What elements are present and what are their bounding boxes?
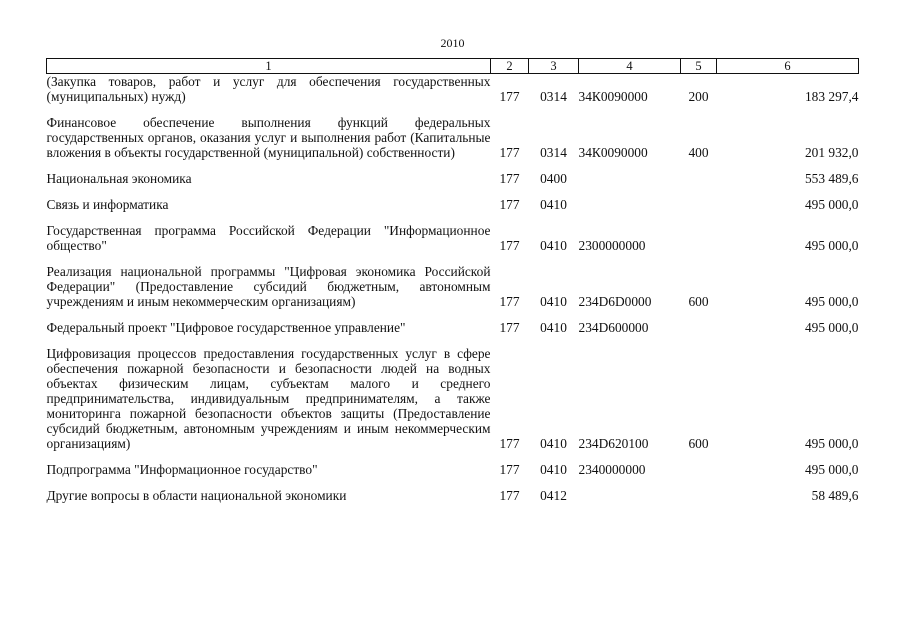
row-admin-code: 177: [499, 197, 520, 212]
row-name: Финансовое обеспечение выполнения функций федеральных государственных органов, оказания услуг и выполнения работ (Капитальные вложения в объекты государственной (муниципальной) собственности): [46, 115, 491, 160]
row-section-code: 0410: [540, 197, 567, 212]
row-target-code: [579, 488, 681, 503]
row-expense-type: [681, 223, 717, 253]
row-sum: 201 932,0: [804, 145, 859, 160]
column-header: 4: [579, 59, 681, 74]
column-header: 5: [681, 59, 717, 74]
row-name: Государственная программа Российской Федерации "Информационное общество": [46, 223, 491, 253]
row-name: Связь и информатика: [46, 197, 169, 212]
row-section-code: 0410: [540, 436, 567, 451]
table-row: [47, 462, 859, 477]
row-target-code: 234D600000: [578, 320, 649, 335]
row-name: (Закупка товаров, работ и услуг для обеспечения государственных (муниципальных) нужд): [46, 74, 491, 104]
row-admin-code: 177: [499, 145, 520, 160]
row-section-code: 0400: [540, 171, 567, 186]
row-target-code: 2300000000: [578, 238, 646, 253]
row-admin-code: 177: [499, 462, 520, 477]
row-admin-code: 177: [499, 238, 520, 253]
table-row: [47, 115, 859, 160]
column-header: 2: [491, 59, 529, 74]
row-admin-code: 177: [499, 488, 520, 503]
row-expense-type: 600: [688, 436, 709, 451]
row-section-code: 0410: [540, 238, 567, 253]
row-target-code: [579, 171, 681, 186]
row-sum: 495 000,0: [804, 197, 859, 212]
row-admin-code: 177: [499, 171, 520, 186]
table-row: [47, 320, 859, 335]
row-expense-type: [681, 462, 717, 477]
row-admin-code: 177: [499, 320, 520, 335]
row-sum: 495 000,0: [804, 238, 859, 253]
row-expense-type: [681, 320, 717, 335]
row-admin-code: 177: [499, 89, 520, 104]
table-row: [47, 264, 859, 309]
table-row: [47, 74, 859, 105]
column-header: 6: [717, 59, 859, 74]
row-name: Национальная экономика: [46, 171, 192, 186]
row-section-code: 0410: [540, 320, 567, 335]
row-name: Федеральный проект "Цифровое государственное управление": [46, 320, 406, 335]
table-row: [47, 346, 859, 451]
row-expense-type: 400: [688, 145, 709, 160]
row-expense-type: 600: [688, 294, 709, 309]
row-section-code: 0314: [540, 89, 567, 104]
row-sum: 183 297,4: [804, 89, 859, 104]
column-header: 3: [529, 59, 579, 74]
row-section-code: 0410: [540, 462, 567, 477]
row-sum: 58 489,6: [811, 488, 859, 503]
row-target-code: 2340000000: [578, 462, 646, 477]
table-row: [47, 223, 859, 253]
table-row: [47, 488, 859, 503]
row-sum: 495 000,0: [804, 436, 859, 451]
row-section-code: 0410: [540, 294, 567, 309]
budget-table: [46, 58, 859, 503]
row-sum: 495 000,0: [804, 320, 859, 335]
row-section-code: 0412: [540, 488, 567, 503]
row-name: Цифровизация процессов предоставления государственных услуг в сфере обеспечения пожарной безопасности и безопасности людей на водных объектах физическим лицам, субъектам малого и среднего предпринимательства, индивидуальным предпринимателям, а также мониторинга пожарной безопасности объектов защиты (Предоставление субсидий бюджетным, автономным учреждениям и иным некоммерческим организациям): [46, 346, 491, 451]
row-expense-type: 200: [688, 89, 709, 104]
column-header: 1: [47, 59, 491, 74]
column-number-row: [47, 59, 859, 74]
row-expense-type: [681, 197, 717, 212]
row-admin-code: 177: [499, 294, 520, 309]
row-sum: 495 000,0: [804, 294, 859, 309]
row-target-code: 234D620100: [578, 436, 649, 451]
row-name: Другие вопросы в области национальной экономики: [46, 488, 347, 503]
row-expense-type: [681, 171, 717, 186]
row-target-code: 34К0090000: [578, 145, 648, 160]
row-target-code: [579, 197, 681, 212]
row-target-code: 234D6D0000: [578, 294, 652, 309]
table-row: [47, 171, 859, 186]
row-sum: 495 000,0: [804, 462, 859, 477]
row-target-code: 34К0090000: [578, 89, 648, 104]
row-admin-code: 177: [499, 436, 520, 451]
row-section-code: 0314: [540, 145, 567, 160]
page-number: 2010: [440, 36, 465, 50]
row-name: Реализация национальной программы "Цифровая экономика Российской Федерации" (Предоставление субсидий бюджетным, автономным учреждениям и иным некоммерческим организациям): [46, 264, 491, 309]
row-name: Подпрограмма "Информационное государство": [46, 462, 318, 477]
row-sum: 553 489,6: [804, 171, 859, 186]
row-expense-type: [681, 488, 717, 503]
table-row: [47, 197, 859, 212]
